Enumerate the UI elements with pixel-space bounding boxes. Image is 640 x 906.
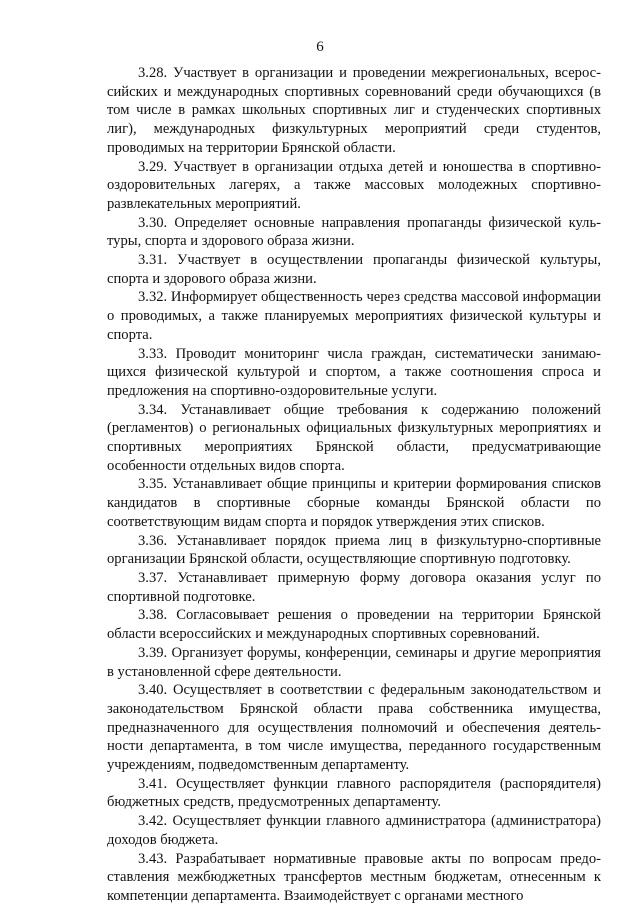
paragraph-3-37: 3.37. Устанавливает примерную форму договора оказания услуг по спортивной подготовке. xyxy=(107,569,601,605)
paragraph-3-39: 3.39. Организует форумы, конференции, семинары и другие мероприятия в установленной сфере деятельности. xyxy=(107,644,601,680)
document-body xyxy=(107,64,601,906)
paragraph-3-36: 3.36. Устанавливает порядок приема лиц в физкультурно-спортивные организации Брянской области, осуществляющие спортивную подготовку. xyxy=(107,532,601,568)
paragraph-3-33: 3.33. Проводит мониторинг числа граждан, систематически занимающихся физической культурой и спортом, а также соотношения спроса и предложения на спортивно-оздоровительные услуги. xyxy=(107,345,601,399)
paragraph-3-41: 3.41. Осуществляет функции главного распорядителя (распорядителя) бюджетных средств, предусмотренных департаменту. xyxy=(107,775,601,811)
paragraph-3-42: 3.42. Осуществляет функции главного администратора (администратора) доходов бюджета. xyxy=(107,813,601,848)
page-number: 6 xyxy=(316,39,324,55)
paragraph-3-38: 3.38. Согласовывает решения о проведении на территории Брянской области всероссийских и международных спортивных соревнований. xyxy=(107,607,601,643)
paragraph-3-29: 3.29. Участвует в организации отдыха детей и юношества в спортивно-оздоровительных лагерях, а также массовых молодежных спортивно-развлекательных мероприятий. xyxy=(107,158,601,212)
paragraph-3-34: 3.34. Устанавливает общие требования к содержанию положений (регламентов) о региональных официальных физкультурных мероприятиях и спортивных мероприятиях Брянской области, предусматривающие особенности отдельных видов спорта. xyxy=(107,401,601,474)
paragraph-3-30: 3.30. Определяет основные направления пропаганды физической культуры, спорта и здорового образа жизни. xyxy=(107,214,601,250)
paragraph-3-40: 3.40. Осуществляет в соответствии с федеральным законодательством и законодательством Брянской области права собственника имущества, предназначенного для осуществления полномочий и обеспечения деятельности департамента, в том числе имущества, переданного государственным учреждениям, подведомственным департаменту. xyxy=(107,682,601,774)
paragraph-3-31: 3.31. Участвует в осуществлении пропаганды физической культуры, спорта и здорового образа жизни. xyxy=(107,252,601,287)
paragraph-3-32: 3.32. Информирует общественность через средства массовой информации о проводимых, а также планируемых мероприятиях физической культуры и спорта. xyxy=(107,289,601,343)
paragraph-3-28: 3.28. Участвует в организации и проведении межрегиональных, всероссийских и международных спортивных соревнований среди обучающихся (в том числе в рамках школьных спортивных лиг и студенческих спортивных лиг), международных физкультурных мероприятий среди студентов, проводимых на территории Брянской области. xyxy=(107,65,601,156)
paragraph-3-35: 3.35. Устанавливает общие принципы и критерии формирования списков кандидатов в спортивные сборные команды Брянской области по соответствующим видам спорта и порядок утверждения этих списков. xyxy=(107,476,601,530)
paragraph-3-43: 3.43. Разрабатывает нормативные правовые акты по вопросам предоставления межбюджетных трансфертов местным бюджетам, отнесенным к компетенции департамента. Взаимодействует с органами местного xyxy=(107,850,601,904)
